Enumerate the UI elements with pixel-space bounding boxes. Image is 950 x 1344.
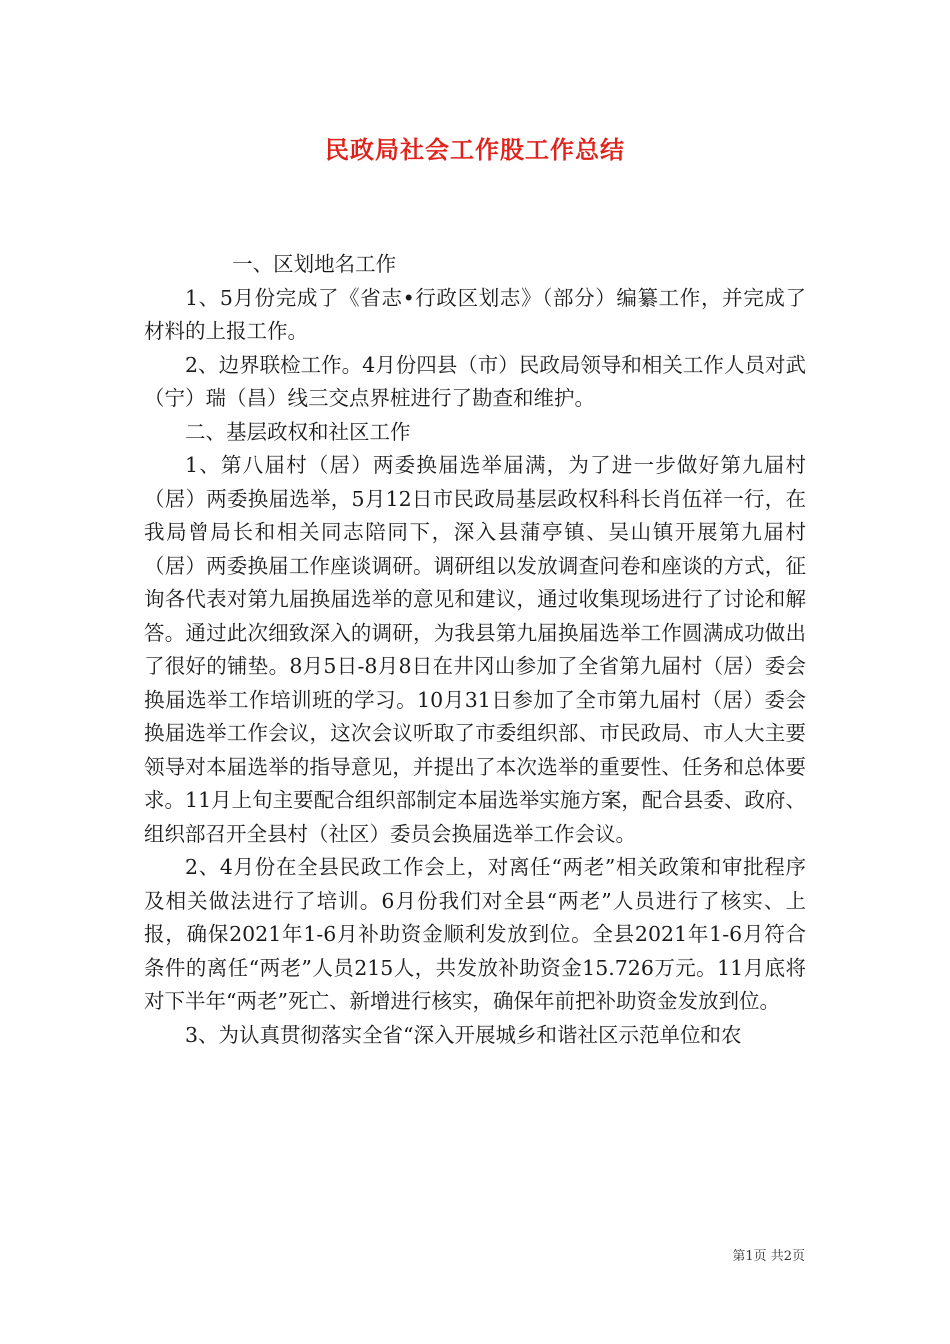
section-heading: 一、区划地名工作 [232,252,397,276]
paragraph: 3、为认真贯彻落实全省“深入开展城乡和谐社区示范单位和农 [185,1022,742,1047]
paragraph: 2、边界联检工作。4月份四县（市）民政局领导和相关工作人员对武（宁）瑞（昌）线三交点界桩进行了勘查和维护。 [144,352,806,410]
page-number-footer: 第1页 共2页 [732,1249,805,1264]
document-title: 民政局社会工作股工作总结 [325,135,625,164]
section-heading: 二、基层政权和社区工作 [185,419,411,444]
paragraph: 1、第八届村（居）两委换届选举届满，为了进一步做好第九届村（居）两委换届选举，5月12日市民政局基层政权科科长肖伍祥一行，在我局曾局长和相关同志陪同下，深入县蒲亭镇、吴山镇开展第九届村（居）两委换届工作座谈调研。调研组以发放调查问卷和座谈的方式，征询各代表对第九届换届选举的意见和建议，通过收集现场进行了讨论和解答。通过此次细致深入的调研，为我县第九届换届选举工作圆满成功做出了很好的铺垫。8月5日-8月8日在井冈山参加了全省第九届村（居）委会换届选举工作培训班的学习。10月31日参加了全市第九届村（居）委会换届选举工作会议，这次会议听取了市委组织部、市民政局、市人大主要领导对本届选举的指导意见，并提出了本次选举的重要性、任务和总体要求。11月上旬主要配合组织部制定本届选举实施方案，配合县委、政府、组织部召开全县村（社区）委员会换届选举工作会议。 [144,453,806,846]
document-body [144,248,806,1052]
paragraph: 1、5月份完成了《省志•行政区划志》（部分）编纂工作，并完成了材料的上报工作。 [144,285,806,343]
paragraph: 2、4月份在全县民政工作会上，对离任“两老”相关政策和审批程序及相关做法进行了培训。6月份我们对全县“两老”人员进行了核实、上报，确保2021年1-6月补助资金顺利发放到位。全县2021年1-6月符合条件的离任“两老”人员215人，共发放补助资金15.726万元。11月底将对下半年“两老”死亡、新增进行核实，确保年前把补助资金发放到位。 [144,855,806,1013]
